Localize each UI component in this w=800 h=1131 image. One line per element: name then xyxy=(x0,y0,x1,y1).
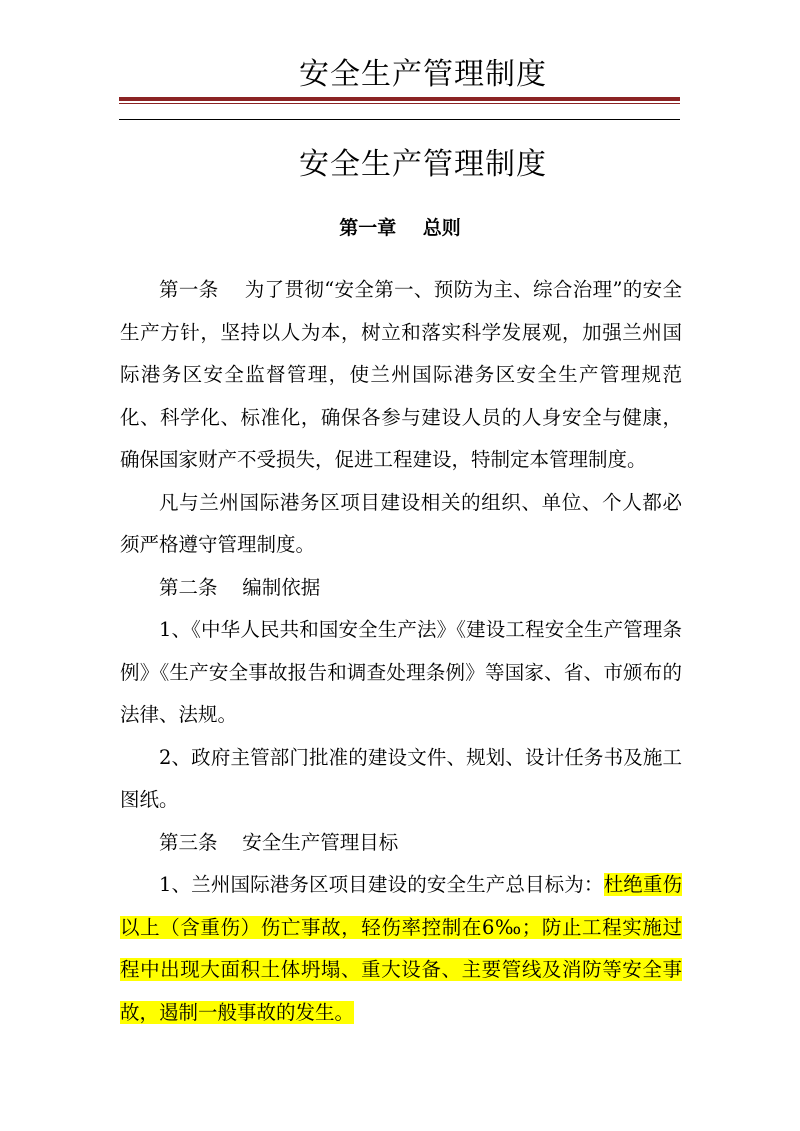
scope-paragraph: 凡与兰州国际港务区项目建设相关的组织、单位、个人都必须严格遵守管理制度。 xyxy=(120,490,682,556)
article-2-heading: 第二条 编制依据 xyxy=(159,575,321,599)
goal-item-1 xyxy=(120,864,682,1034)
article-1-paragraph xyxy=(120,269,682,482)
header-divider xyxy=(119,119,680,120)
article-3-heading: 第三条 安全生产管理目标 xyxy=(159,830,399,854)
basis-item-2: 2、政府主管部门批准的建设文件、规划、设计任务书及施工图纸。 xyxy=(120,745,682,811)
article-1-text: 为了贯彻“安全第一、预防为主、综合治理”的安全生产方针，坚持以人为本，树立和落实科学发展观，加强兰州国际港务区安全监督管理，使兰州国际港务区安全生产管理规范化、科学化、标准化，确保各参与建设人员的人身安全与健康，确保国家财产不受损失，促进工程建设，特制定本管理制度。 xyxy=(120,278,682,471)
header-rule-thin xyxy=(119,103,680,104)
article-1-label: 第一条 xyxy=(159,278,245,301)
highlighted-goal-text: 杜绝重伤以上（含重伤）伤亡事故，轻伤率控制在6‰；防止工程实施过程中出现大面积土体坍塌、重大设备、主要管线及消防等安全事故，遏制一般事故的发生。 xyxy=(120,873,682,1024)
document-title: 安全生产管理制度 xyxy=(299,147,547,182)
goal-item-1-text: 1、兰州国际港务区项目建设的安全生产总目标为： xyxy=(159,873,604,896)
chapter-heading: 第一章 总则 xyxy=(339,217,461,239)
basis-item-1: 1、《中华人民共和国安全生产法》《建设工程安全生产管理条例》《生产安全事故报告和调查处理条例》等国家、省、市颁布的法律、法规。 xyxy=(120,618,682,726)
header-title: 安全生产管理制度 xyxy=(299,57,547,92)
document-body xyxy=(120,269,682,1034)
header-rule-thick xyxy=(119,97,680,101)
